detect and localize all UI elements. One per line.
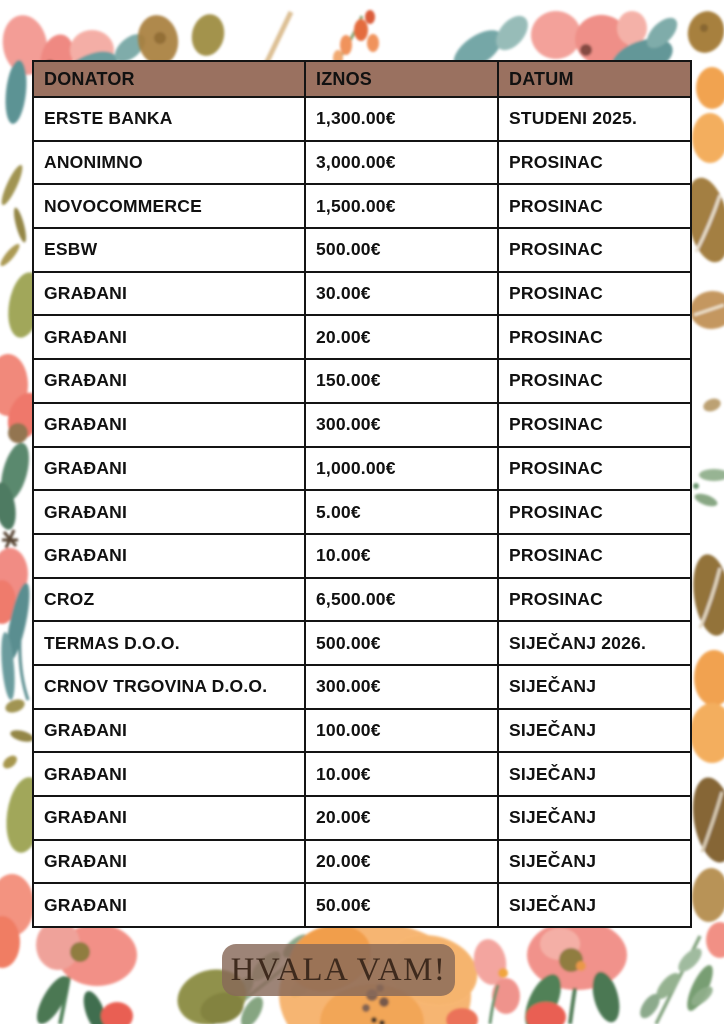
table-row (33, 752, 691, 796)
cell-iznos: 150.00€ (305, 359, 498, 403)
cell-datum: PROSINAC (498, 272, 691, 316)
cell-donator: GRAĐANI (33, 534, 305, 578)
cell-datum: PROSINAC (498, 403, 691, 447)
cell-donator: GRAĐANI (33, 490, 305, 534)
cell-iznos: 500.00€ (305, 621, 498, 665)
cell-iznos: 500.00€ (305, 228, 498, 272)
cell-donator: GRAĐANI (33, 272, 305, 316)
cell-iznos: 20.00€ (305, 840, 498, 884)
cell-datum: SIJEČANJ (498, 883, 691, 927)
cell-datum: PROSINAC (498, 315, 691, 359)
table-row (33, 796, 691, 840)
cell-donator: GRAĐANI (33, 752, 305, 796)
cell-donator: CRNOV TRGOVINA D.O.O. (33, 665, 305, 709)
table-row (33, 359, 691, 403)
cell-iznos: 6,500.00€ (305, 578, 498, 622)
table-row (33, 97, 691, 141)
cell-datum: SIJEČANJ (498, 665, 691, 709)
cell-datum: PROSINAC (498, 359, 691, 403)
cell-datum: PROSINAC (498, 141, 691, 185)
cell-iznos: 300.00€ (305, 403, 498, 447)
cell-datum: SIJEČANJ 2026. (498, 621, 691, 665)
donation-table (32, 60, 692, 928)
cell-donator: ANONIMNO (33, 141, 305, 185)
cell-donator: GRAĐANI (33, 447, 305, 491)
cell-donator: GRAĐANI (33, 315, 305, 359)
cell-datum: SIJEČANJ (498, 709, 691, 753)
cell-datum: STUDENI 2025. (498, 97, 691, 141)
cell-iznos: 10.00€ (305, 752, 498, 796)
cell-iznos: 30.00€ (305, 272, 498, 316)
table-row (33, 447, 691, 491)
cell-iznos: 10.00€ (305, 534, 498, 578)
cell-donator: ESBW (33, 228, 305, 272)
cell-datum: SIJEČANJ (498, 840, 691, 884)
table-row (33, 315, 691, 359)
table-row (33, 665, 691, 709)
cell-donator: GRAĐANI (33, 403, 305, 447)
cell-iznos: 20.00€ (305, 315, 498, 359)
cell-datum: PROSINAC (498, 447, 691, 491)
column-header-datum: DATUM (498, 61, 691, 97)
cell-datum: SIJEČANJ (498, 752, 691, 796)
cell-iznos: 5.00€ (305, 490, 498, 534)
cell-iznos: 3,000.00€ (305, 141, 498, 185)
cell-donator: NOVOCOMMERCE (33, 184, 305, 228)
cell-iznos: 1,300.00€ (305, 97, 498, 141)
cell-donator: GRAĐANI (33, 883, 305, 927)
cell-donator: GRAĐANI (33, 359, 305, 403)
thank-you-label: HVALA VAM! (230, 951, 447, 988)
header-row (33, 61, 691, 97)
table-row (33, 184, 691, 228)
table-row (33, 403, 691, 447)
cell-datum: PROSINAC (498, 490, 691, 534)
table-row (33, 709, 691, 753)
table-row (33, 578, 691, 622)
cell-iznos: 1,500.00€ (305, 184, 498, 228)
cell-iznos: 20.00€ (305, 796, 498, 840)
thank-you-badge (222, 944, 455, 996)
table-row (33, 490, 691, 534)
cell-datum: PROSINAC (498, 184, 691, 228)
table-row (33, 883, 691, 927)
table-row (33, 621, 691, 665)
cell-iznos: 100.00€ (305, 709, 498, 753)
cell-datum: PROSINAC (498, 578, 691, 622)
cell-iznos: 300.00€ (305, 665, 498, 709)
cell-donator: CROZ (33, 578, 305, 622)
cell-donator: TERMAS D.O.O. (33, 621, 305, 665)
table-row (33, 272, 691, 316)
table-body (33, 97, 691, 927)
cell-iznos: 50.00€ (305, 883, 498, 927)
cell-donator: GRAĐANI (33, 709, 305, 753)
table-header (33, 61, 691, 97)
table-row (33, 228, 691, 272)
cell-donator: GRAĐANI (33, 840, 305, 884)
table-row (33, 534, 691, 578)
cell-donator: GRAĐANI (33, 796, 305, 840)
cell-datum: PROSINAC (498, 534, 691, 578)
column-header-iznos: IZNOS (305, 61, 498, 97)
cell-datum: PROSINAC (498, 228, 691, 272)
cell-datum: SIJEČANJ (498, 796, 691, 840)
cell-iznos: 1,000.00€ (305, 447, 498, 491)
column-header-donator: DONATOR (33, 61, 305, 97)
table-row (33, 840, 691, 884)
cell-donator: ERSTE BANKA (33, 97, 305, 141)
table-row (33, 141, 691, 185)
